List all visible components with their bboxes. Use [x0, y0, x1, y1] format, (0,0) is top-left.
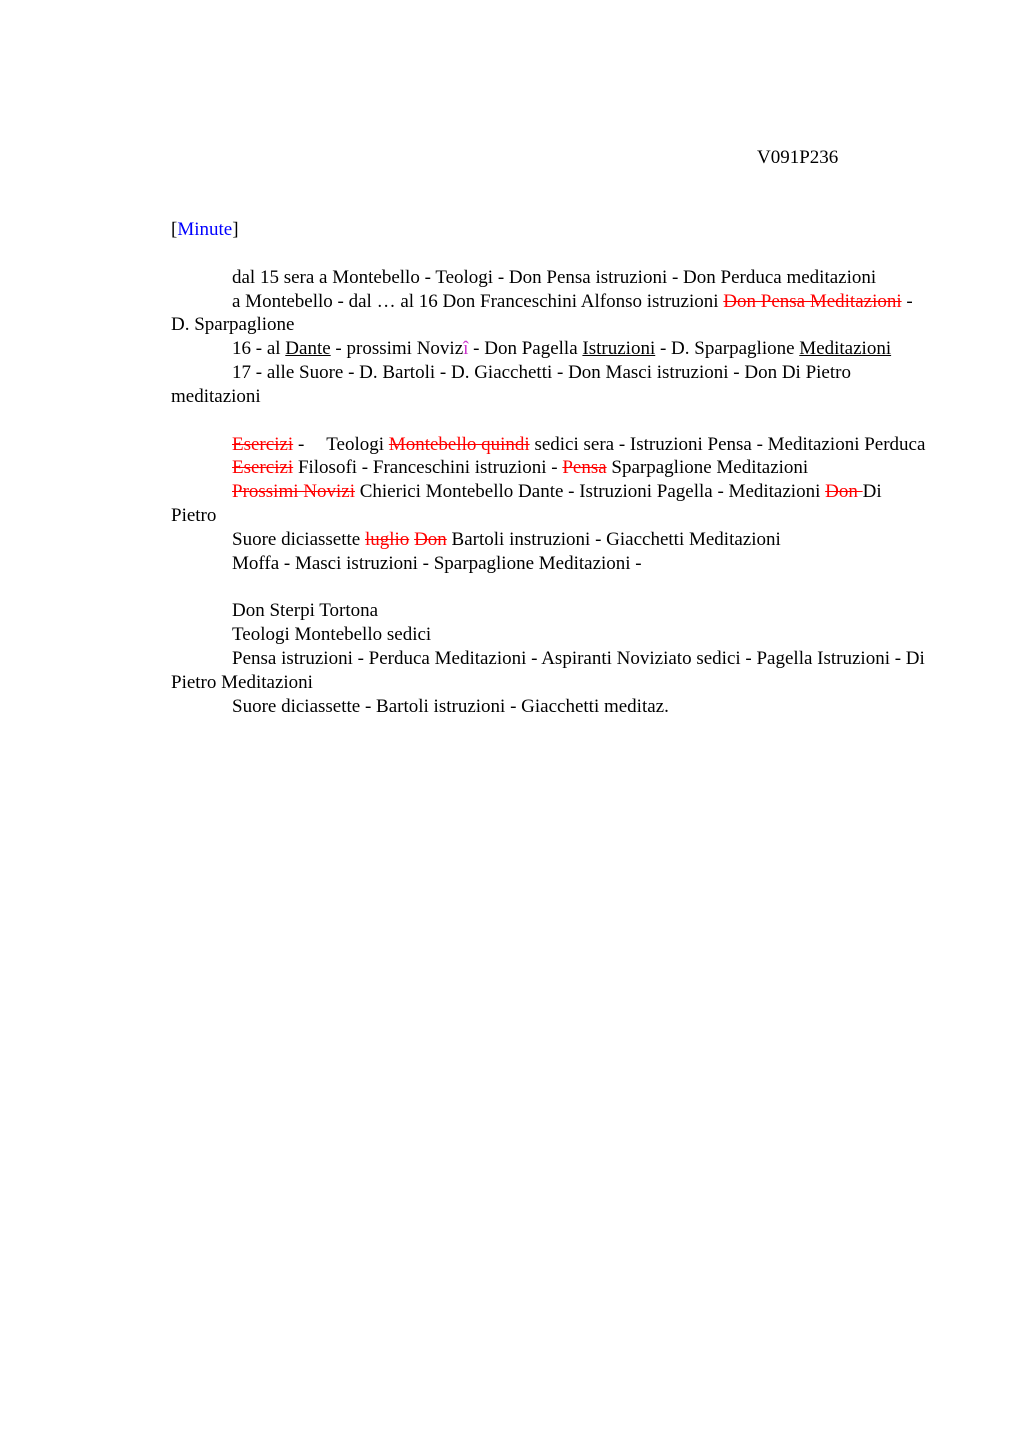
document-body	[171, 218, 931, 718]
block2-line4	[171, 528, 931, 552]
correction-mark: î	[463, 338, 469, 360]
deleted-text: Prossimi Novizi	[232, 481, 355, 503]
block1-line2	[171, 290, 931, 338]
deleted-text: Esercizi	[232, 457, 294, 479]
block1-line3-text-d: - D. Sparpaglione	[655, 338, 800, 360]
block2-line3-text-b: Di Pietro	[171, 481, 882, 526]
deleted-text: Don	[825, 481, 863, 503]
block2-line3-text-a: Chierici Montebello Dante - Istruzioni Pagella - Meditazioni	[354, 481, 826, 503]
section-heading	[171, 218, 931, 242]
block2-line1-text-b: Teologi	[326, 433, 389, 455]
deleted-text: Esercizi	[232, 433, 294, 455]
block1-line4: 17 - alle Suore - D. Bartoli - D. Giacchetti - Don Masci istruzioni - Don Di Pietro meditazioni	[171, 361, 851, 407]
block3-line3: Pensa istruzioni - Perduca Meditazioni - Aspiranti Noviziato sedici - Pagella Istruzioni - Di Pietro Meditazioni	[171, 647, 925, 693]
block3-line4: Suore diciassette - Bartoli istruzioni - Giacchetti meditaz.	[232, 695, 669, 717]
heading-close-bracket: ]	[232, 219, 239, 240]
spacer	[171, 242, 931, 266]
deleted-text: luglio	[364, 528, 410, 550]
block1-line3-text-c: - Don Pagella	[468, 338, 583, 360]
deleted-text: Don Pensa Meditazioni	[723, 290, 902, 312]
block3-line2: Teologi Montebello sedici	[232, 624, 432, 646]
block2-line2-text-b: Sparpaglione Meditazioni	[606, 457, 809, 479]
underlined-text: Istruzioni	[582, 338, 656, 360]
block2-line1-text-a: -	[293, 433, 305, 455]
block2-line5: Moffa - Masci istruzioni - Sparpaglione Meditazioni -	[232, 552, 642, 574]
block2-line4-text-c: Bartoli instruzioni - Giacchetti Meditazioni	[446, 528, 781, 550]
block1-line3	[171, 337, 931, 361]
underlined-text: Dante	[285, 338, 331, 360]
block1-line3-text-a: 16 - al	[232, 338, 286, 360]
block1-line2-text-b: - D. Sparpaglione	[171, 290, 913, 336]
block2-line2	[171, 456, 931, 480]
block2-line2-text-a: Filosofi - Franceschini istruzioni -	[293, 457, 563, 479]
block2-line3	[171, 480, 931, 528]
block1-line1: dal 15 sera a Montebello - Teologi - Don Pensa istruzioni - Don Perduca meditazioni	[232, 266, 877, 288]
block2-line1-text-c: sedici sera - Istruzioni Pensa - Meditazioni Perduca	[529, 433, 926, 455]
underlined-text: Meditazioni	[799, 338, 892, 360]
heading-open-bracket: [	[171, 219, 178, 240]
block2-line1	[171, 433, 931, 457]
block2-line4-text-a: Suore diciassette	[232, 528, 365, 550]
page-id: V091P236	[757, 147, 839, 168]
deleted-text: Don	[414, 528, 447, 550]
deleted-text: Montebello quindi	[388, 433, 530, 455]
block1-line2-text-a: a Montebello - dal … al 16 Don Franceschini Alfonso istruzioni	[232, 290, 724, 312]
block1-line3-text-b: - prossimi Noviz	[330, 338, 464, 360]
heading-minute-label: Minute	[177, 219, 233, 240]
block3-line1: Don Sterpi Tortona	[232, 600, 379, 622]
spacer	[171, 575, 931, 599]
deleted-text: Pensa	[562, 457, 607, 479]
spacer	[171, 409, 931, 433]
